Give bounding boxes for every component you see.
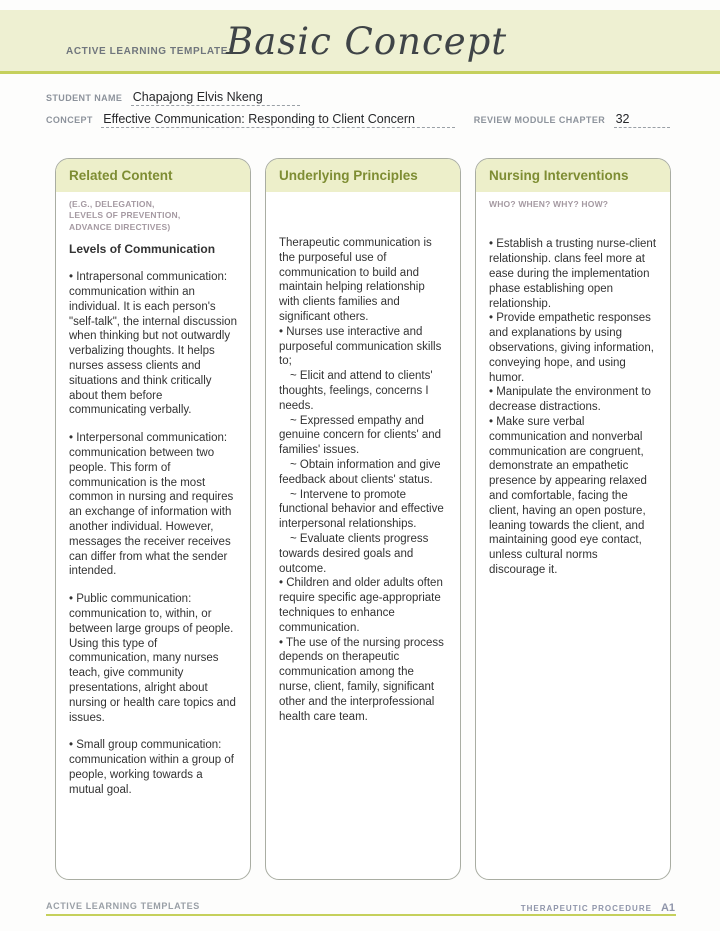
review-module-chapter-field[interactable]: 32 — [614, 112, 670, 128]
template-columns — [55, 158, 671, 880]
footer-section-label: THERAPEUTIC PROCEDURE — [520, 904, 652, 913]
concept-field[interactable]: Effective Communication: Responding to Client Concern — [101, 112, 455, 128]
principles-sub-bullet: ~ Obtain information and give feedback about clients' status. — [279, 458, 441, 486]
principles-sub-bullet: ~ Intervene to promote functional behavior and effective interpersonal relationships. — [279, 488, 444, 531]
footer-section — [521, 902, 675, 914]
related-content-hint — [69, 199, 237, 233]
principles-bullet: • Children and older adults often require specific age-appropriate techniques to enhance communication. — [279, 577, 443, 634]
concept-row — [46, 110, 670, 128]
underlying-principles-card — [265, 158, 461, 880]
related-content-bullet: • Small group communication: communication within a group of people, working towards a mutual goal. — [69, 739, 234, 796]
review-module-chapter-label: REVIEW MODULE CHAPTER — [473, 115, 606, 125]
template-type-label: ACTIVE LEARNING TEMPLATE: — [66, 46, 232, 57]
nursing-interventions-hint: WHO? WHEN? WHY? HOW? — [489, 199, 609, 209]
footer-page-number: A1 — [660, 902, 675, 914]
principles-bullet: • The use of the nursing process depends on therapeutic communication among the nurse, client, family, significant other and the interprofessional health care team. — [279, 636, 444, 723]
page-title: Basic Concept — [226, 20, 508, 63]
related-content-body — [69, 242, 237, 797]
principles-sub-bullet: ~ Evaluate clients progress towards desired goals and outcome. — [279, 532, 429, 575]
interventions-bullet: • Manipulate the environment to decrease distractions. — [489, 386, 651, 414]
header-divider — [0, 71, 720, 74]
principles-sub-bullet: ~ Expressed empathy and genuine concern for clients' and families' issues. — [279, 414, 442, 457]
principles-bullet: • Nurses use interactive and purposeful communication skills to; — [279, 325, 442, 368]
student-name-field[interactable]: Chapajong Elvis Nkeng — [131, 90, 300, 106]
principles-sub-bullet: ~ Elicit and attend to clients' thoughts, feelings, concerns I needs. — [279, 370, 433, 412]
hint-line: ADVANCE DIRECTIVES) — [69, 221, 171, 232]
student-name-label: STUDENT NAME — [46, 93, 123, 103]
related-content-bullet: • Intrapersonal communication: communication within an individual. It is each person's "self-talk", the internal discussion when thinking but not outwardly verbalizing thoughts. It helps nurses assess clients and situations and think critically about them before communicating verbally. — [69, 271, 237, 417]
related-content-header: Related Content — [56, 159, 250, 192]
student-name-row — [46, 88, 300, 106]
related-content-bullet: • Interpersonal communication: communication between two people. This form of communication is the most common in nursing and requires an exchange of information with another individual. However, messages the receiver receives can differ from what the sender intended. — [69, 432, 234, 578]
interventions-bullet: • Provide empathetic responses and explanations by using observations, giving information, conveying hope, and using humor. — [489, 312, 654, 384]
concept-label: CONCEPT — [46, 115, 93, 125]
nursing-interventions-card — [475, 158, 671, 880]
footer-left-label: ACTIVE LEARNING TEMPLATES — [46, 901, 200, 911]
related-content-bullet: • Public communication: communication to, within, or between large groups of people. Using this type of communication, many nurses teach, give community presentations, alright about nursing or health care topics and issues. — [69, 593, 236, 724]
nursing-interventions-header: Nursing Interventions — [476, 159, 670, 192]
related-content-heading: Levels of Communication — [69, 242, 216, 257]
interventions-bullet: • Establish a trusting nurse-client relationship. clans feel more at ease during the implementation phase establishing open relationship. — [489, 238, 657, 310]
principles-paragraph: Therapeutic communication is the purposeful use of communication to build and maintain helping relationship with clients families and significant others. — [279, 237, 432, 323]
related-content-card — [55, 158, 251, 880]
underlying-principles-header: Underlying Principles — [266, 159, 460, 192]
hint-line: (E.G., DELEGATION, — [69, 199, 155, 209]
interventions-bullet: • Make sure verbal communication and nonverbal communication are congruent, demonstrate an empathetic presence by appearing relaxed and comfortable, facing the client, having an open posture, leaning towards the client, and maintaining good eye contact, unless cultural norms discourage it. — [489, 416, 647, 576]
footer-divider — [46, 914, 676, 916]
hint-line: LEVELS OF PREVENTION, — [69, 210, 181, 221]
nursing-interventions-body — [489, 237, 657, 577]
underlying-principles-body — [279, 236, 447, 724]
